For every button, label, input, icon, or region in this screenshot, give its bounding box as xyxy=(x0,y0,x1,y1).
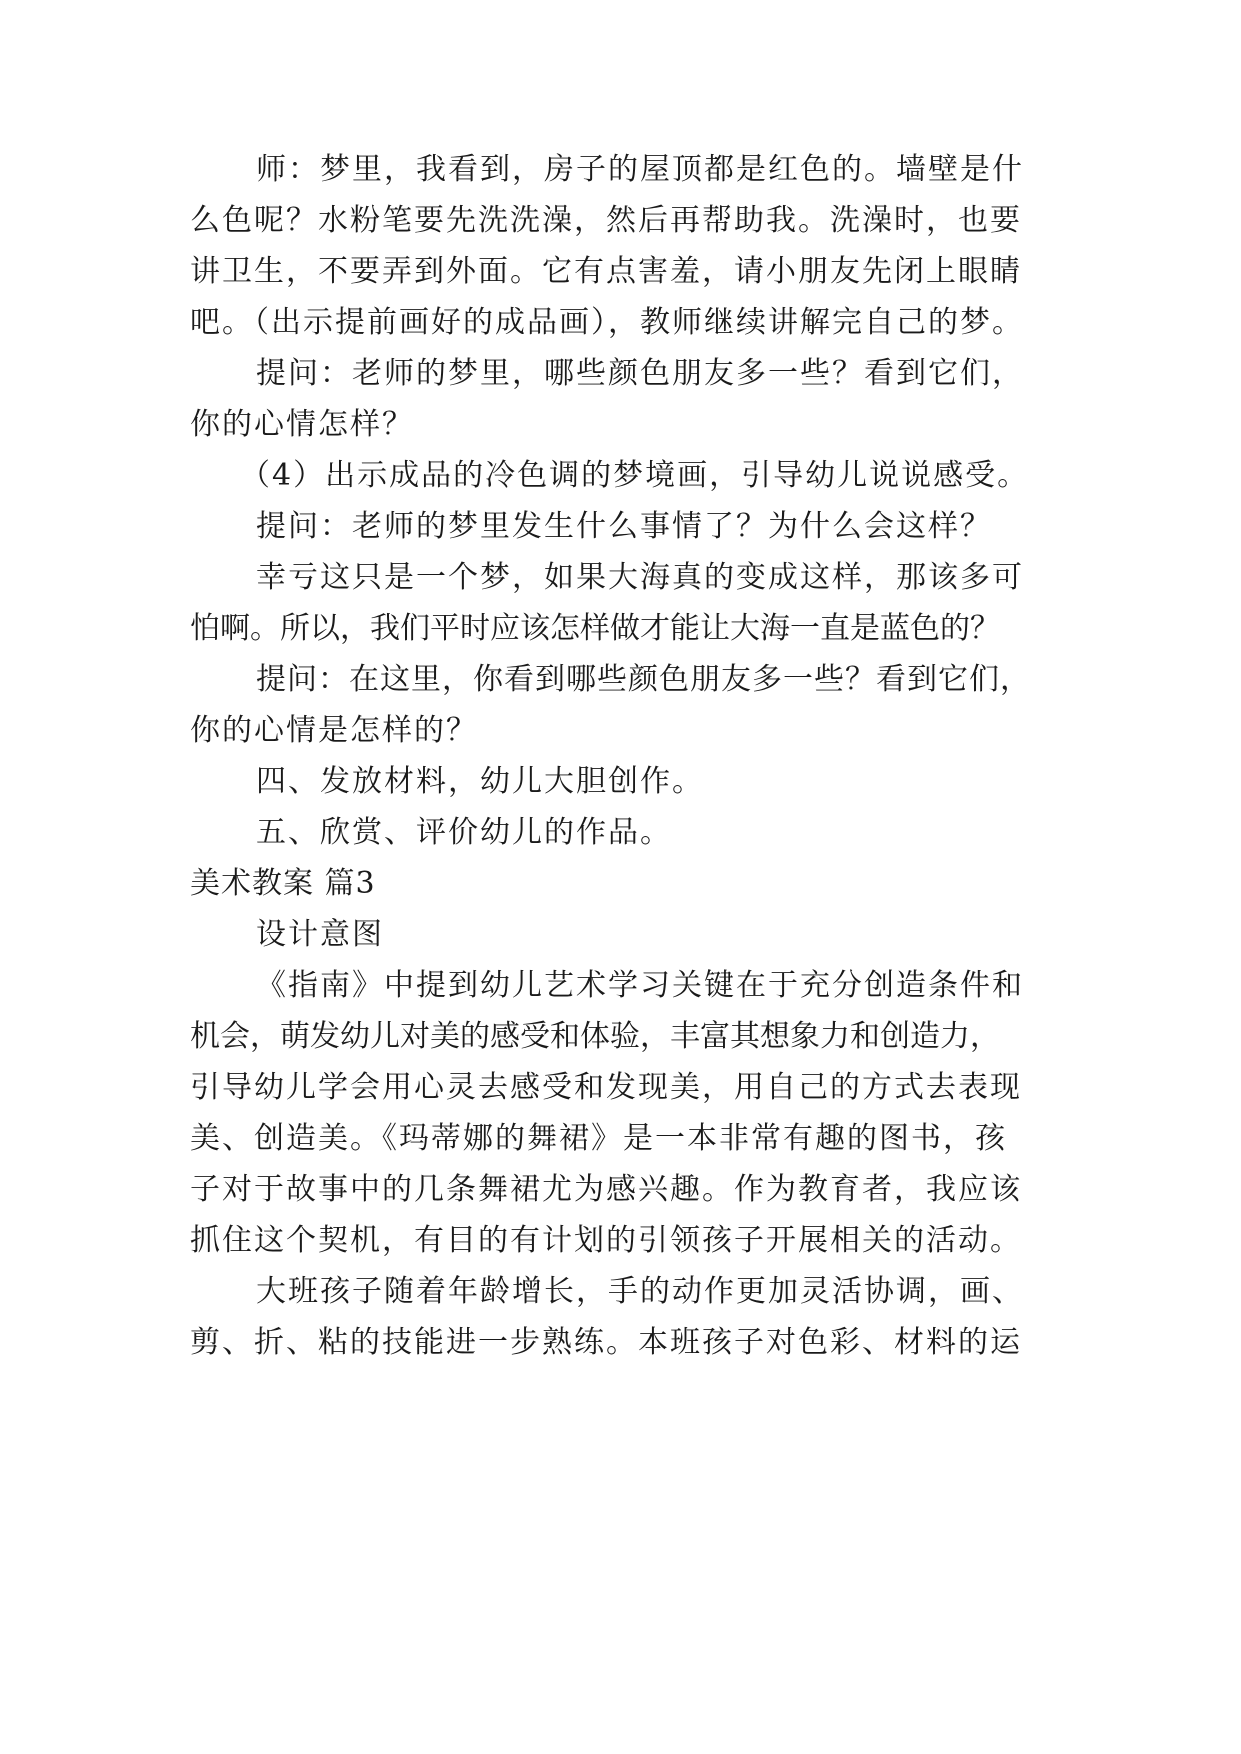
paragraph-line: 吧。（出示提前画好的成品画），教师继续讲解完自己的梦。 xyxy=(190,305,1024,340)
section-heading: 美术教案 篇3 xyxy=(190,866,376,901)
subheading: 设计意图 xyxy=(256,917,384,952)
paragraph-line: 五、欣赏、评价幼儿的作品。 xyxy=(256,815,672,850)
paragraph-line: 《指南》中提到幼儿艺术学习关键在于充分创造条件和 xyxy=(256,968,1024,1003)
paragraph-line: 机会，萌发幼儿对美的感受和体验，丰富其想象力和创造力， xyxy=(190,1019,1000,1054)
paragraph-line: 提问：老师的梦里发生什么事情了？为什么会这样？ xyxy=(256,509,992,544)
paragraph-line: 师：梦里，我看到，房子的屋顶都是红色的。墙壁是什 xyxy=(256,152,1024,187)
paragraph-line: 子对于故事中的几条舞裙尤为感兴趣。作为教育者，我应该 xyxy=(190,1172,1022,1207)
paragraph-line: 抓住这个契机，有目的有计划的引领孩子开展相关的活动。 xyxy=(190,1223,1022,1258)
paragraph-line: 美、创造美。《玛蒂娜的舞裙》是一本非常有趣的图书，孩 xyxy=(190,1121,1007,1156)
paragraph-line: 提问：老师的梦里，哪些颜色朋友多一些？看到它们， xyxy=(256,356,1024,391)
paragraph-line: 剪、折、粘的技能进一步熟练。本班孩子对色彩、材料的运 xyxy=(190,1325,1022,1360)
paragraph-line: 你的心情怎样？ xyxy=(190,407,414,442)
paragraph-line: 你的心情是怎样的？ xyxy=(190,713,478,748)
paragraph-line: 怕啊。所以，我们平时应该怎样做才能让大海一直是蓝色的？ xyxy=(190,611,1000,646)
paragraph-line: 幸亏这只是一个梦，如果大海真的变成这样，那该多可 xyxy=(256,560,1024,595)
paragraph-line: 讲卫生，不要弄到外面。它有点害羞，请小朋友先闭上眼睛 xyxy=(190,254,1022,289)
paragraph-line: 么色呢？水粉笔要先洗洗澡，然后再帮助我。洗澡时，也要 xyxy=(190,203,1022,238)
paragraph-line: （4）出示成品的冷色调的梦境画，引导幼儿说说感受。 xyxy=(240,458,1030,493)
paragraph-line: 提问：在这里，你看到哪些颜色朋友多一些？看到它们， xyxy=(256,662,1031,697)
paragraph-line: 引导幼儿学会用心灵去感受和发现美，用自己的方式去表现 xyxy=(190,1070,1022,1105)
paragraph-line: 大班孩子随着年龄增长，手的动作更加灵活协调，画、 xyxy=(256,1274,1024,1309)
paragraph-line: 四、发放材料，幼儿大胆创作。 xyxy=(256,764,704,799)
